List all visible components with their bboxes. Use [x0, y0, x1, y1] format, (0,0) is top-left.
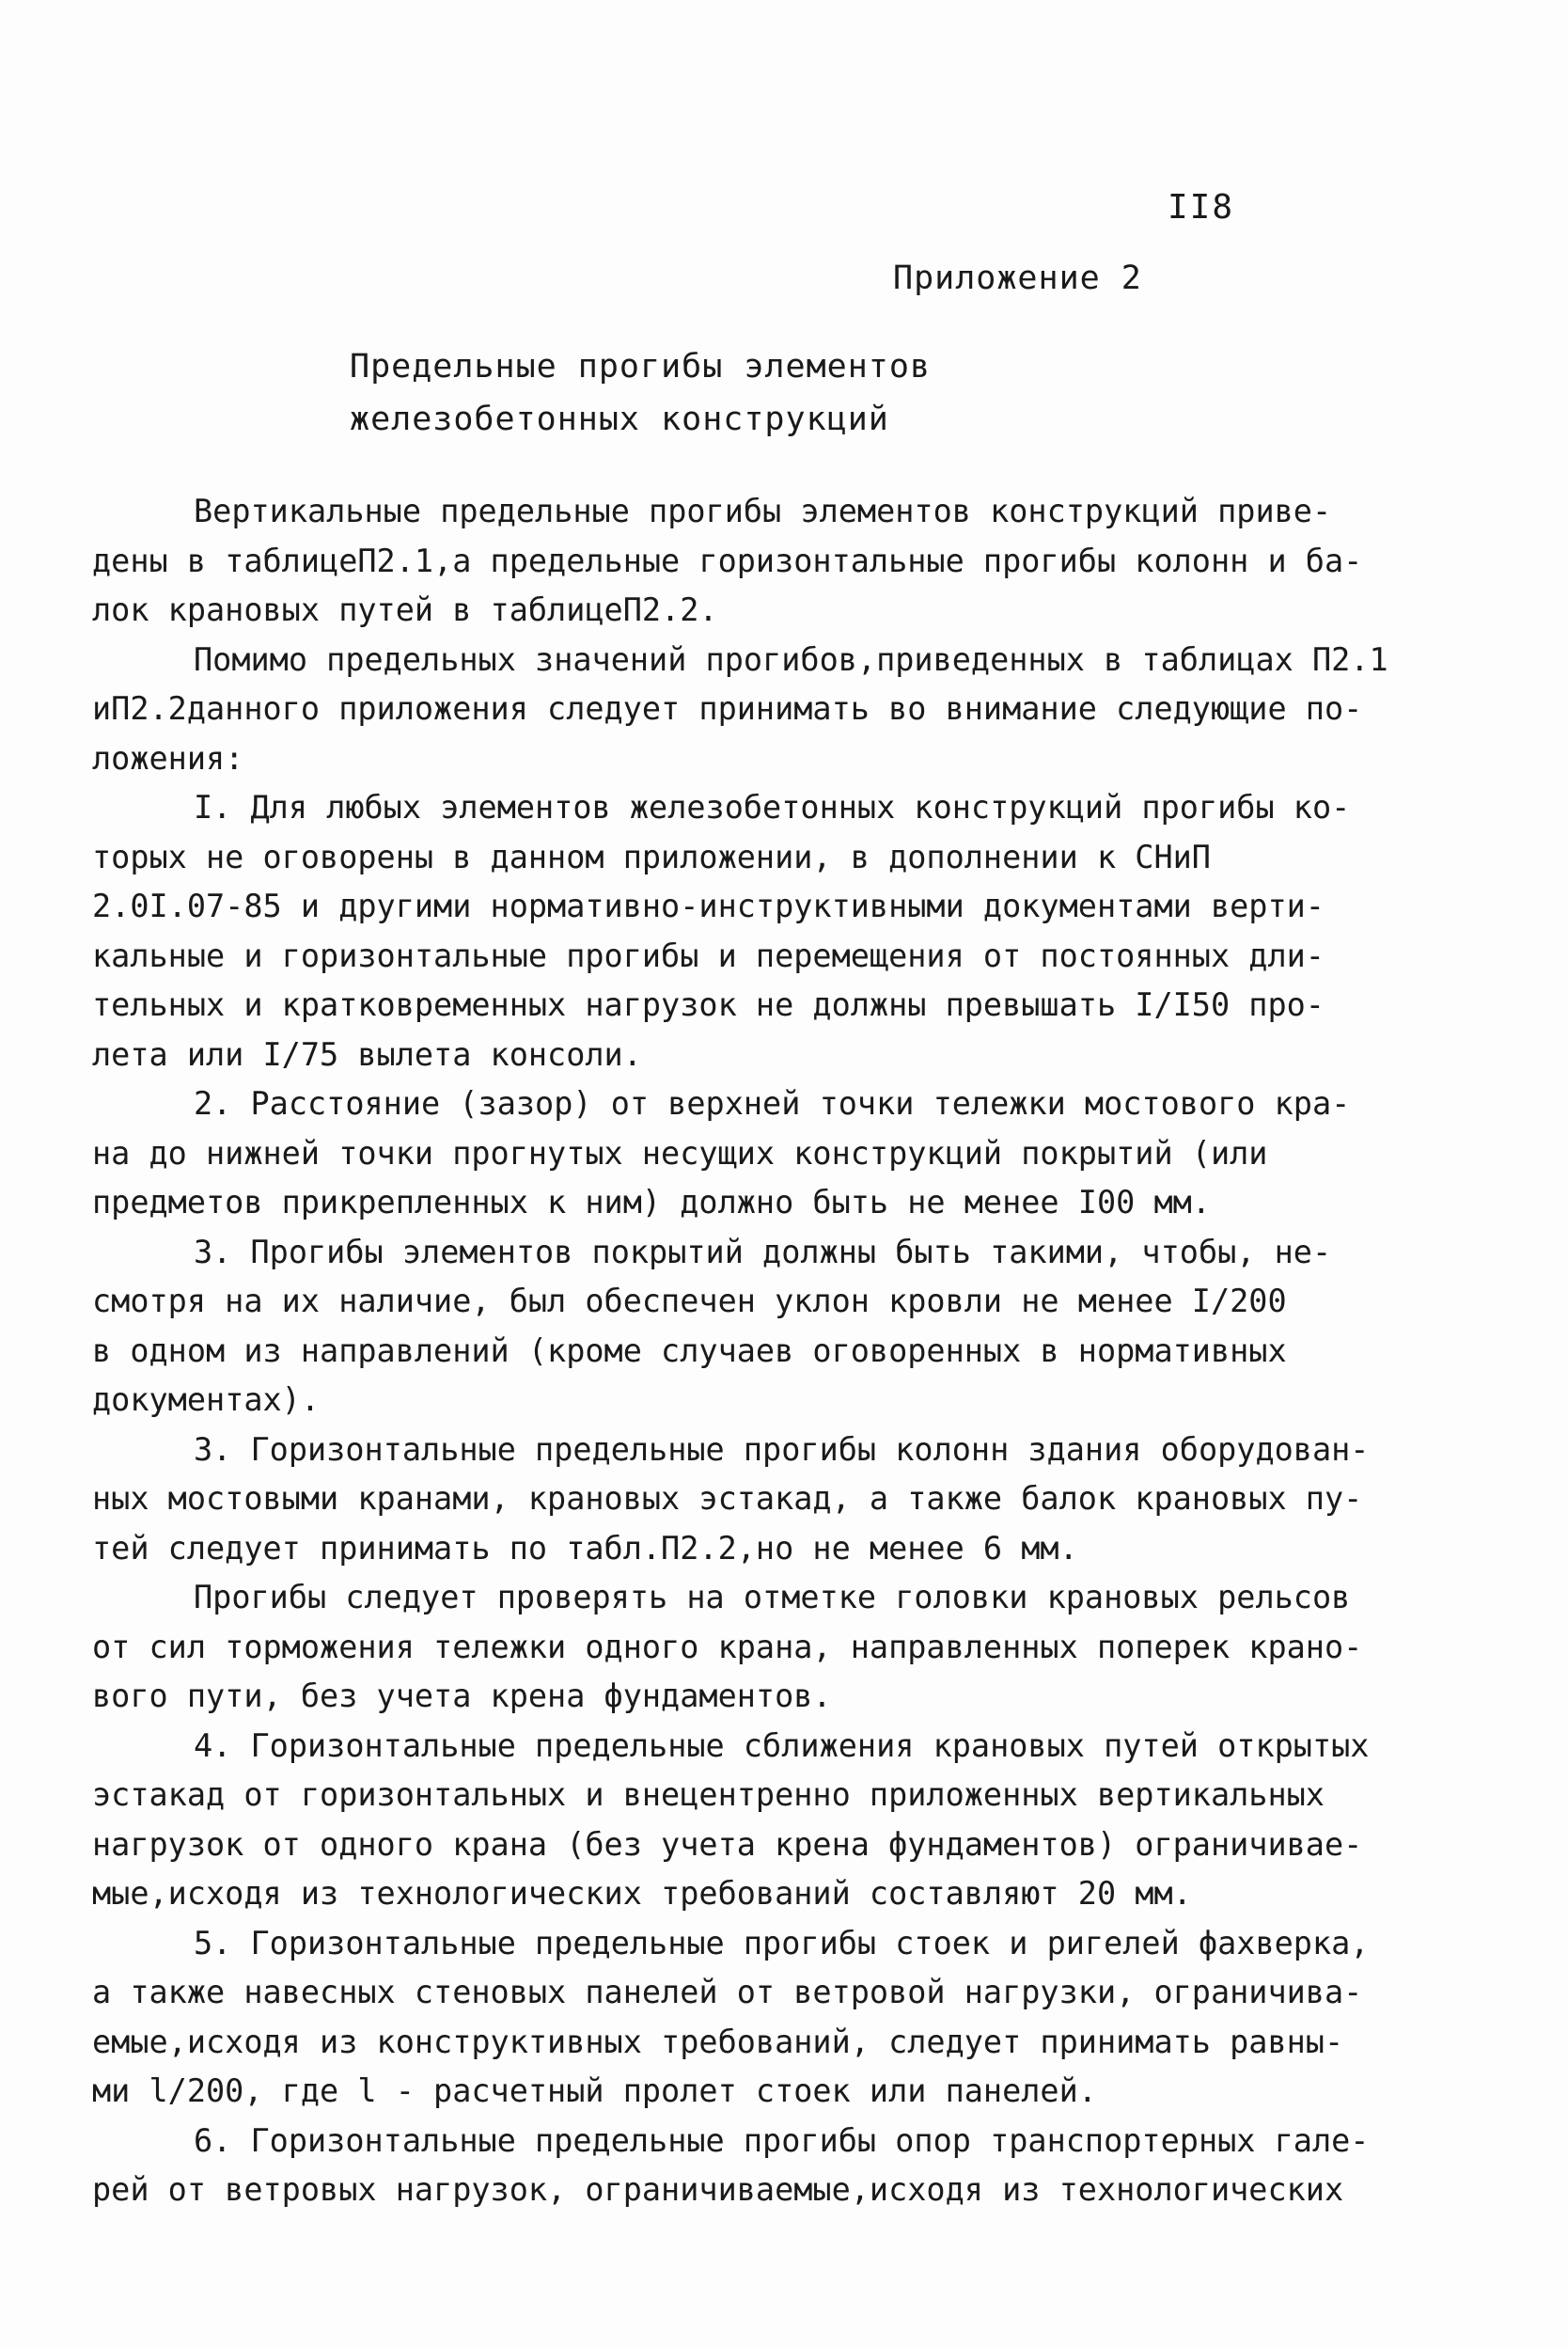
- body-line: [92, 1129, 1446, 1179]
- body-line-text: 3. Горизонтальные предельные прогибы колонн здания оборудован-: [194, 1430, 1370, 1468]
- body-line-text: в одном из направлений (кроме случаев оговоренных в нормативных: [92, 1331, 1287, 1369]
- body-line-text: иП2.2данного приложения следует принимать во внимание следующие по-: [92, 690, 1363, 727]
- body-line: [92, 1031, 1446, 1080]
- body-line: [92, 1228, 1446, 1278]
- body-line: [92, 932, 1446, 982]
- body-line: [92, 1524, 1446, 1574]
- body-line-text: дены в таблицеП2.1,а предельные горизонтальные прогибы колонн и ба-: [92, 542, 1363, 579]
- body-line-text: 3. Прогибы элементов покрытий должны быть такими, чтобы, не-: [194, 1233, 1332, 1270]
- body-line-text: кальные и горизонтальные прогибы и перемещения от постоянных дли-: [92, 937, 1325, 974]
- body-line: [92, 1820, 1446, 1870]
- body-line: [92, 2117, 1446, 2166]
- body-line-text: предметов прикрепленных к ним) должно быть не менее I00 мм.: [92, 1184, 1211, 1221]
- body-line-text: емые,исходя из конструктивных требований, следует принимать равны-: [92, 2023, 1344, 2060]
- body-line: [92, 1474, 1446, 1524]
- body-line: [92, 685, 1446, 734]
- body-line-text: Вертикальные предельные прогибы элементов конструкций приве-: [194, 493, 1332, 529]
- body-line: [92, 833, 1446, 883]
- body-line-text: лок крановых путей в таблицеП2.2.: [92, 591, 718, 628]
- body-line-text: Прогибы следует проверять на отметке головки крановых рельсов: [194, 1579, 1351, 1615]
- body-line: [92, 2166, 1446, 2215]
- body-line-text: 5. Горизонтальные предельные прогибы стоек и ригелей фахверка,: [194, 1924, 1370, 1961]
- body-line: [92, 1426, 1446, 1475]
- body-line: [92, 2018, 1446, 2068]
- body-line: [92, 882, 1446, 932]
- body-line: [92, 1327, 1446, 1377]
- body-line: [92, 2067, 1446, 2117]
- body-line-text: 4. Горизонтальные предельные сближения крановых путей открытых: [194, 1726, 1370, 1764]
- body-line: [92, 1722, 1446, 1772]
- body-line-text: ми l/200, где l - расчетный пролет стоек или панелей.: [92, 2072, 1097, 2109]
- body-line-text: на до нижней точки прогнутых несущих конструкций покрытий (или: [92, 1134, 1268, 1172]
- body-line: [92, 636, 1446, 685]
- body-line: [92, 1919, 1446, 1969]
- body-line: [92, 586, 1446, 636]
- body-line-text: I. Для любых элементов железобетонных конструкций прогибы ко-: [194, 789, 1351, 826]
- body-line-text: мые,исходя из технологических требований составляют 20 мм.: [92, 1875, 1192, 1912]
- body-line: [92, 734, 1446, 784]
- body-line: [92, 1277, 1446, 1327]
- body-line: [92, 783, 1446, 833]
- body-line: [92, 537, 1446, 587]
- body-line: [92, 1079, 1446, 1129]
- body-line: [92, 1178, 1446, 1228]
- title-line: железобетонных конструкций: [350, 401, 889, 438]
- body-line: [92, 1771, 1446, 1820]
- body-line-text: ложения:: [92, 739, 244, 777]
- body-line: [92, 1968, 1446, 2018]
- body-line-text: 2. Расстояние (зазор) от верхней точки тележки мостового кра-: [194, 1085, 1351, 1122]
- body-line-text: ных мостовыми кранами, крановых эстакад, а также балок крановых пу-: [92, 1480, 1363, 1517]
- body-line-text: 2.0I.07-85 и другими нормативно-инструктивными документами верти-: [92, 888, 1325, 924]
- body-line-text: вого пути, без учета крена фундаментов.: [92, 1678, 832, 1714]
- document-title: [350, 340, 931, 446]
- body-line-text: документах).: [92, 1381, 321, 1418]
- body-line-text: Помимо предельных значений прогибов,приведенных в таблицах П2.1: [194, 640, 1388, 678]
- page-number: II8: [1168, 188, 1235, 227]
- body-line: [92, 1573, 1446, 1623]
- body-line-text: смотря на их наличие, был обеспечен уклон кровли не менее I/200: [92, 1283, 1287, 1319]
- body-line: [92, 981, 1446, 1031]
- body-line: [92, 1623, 1446, 1673]
- body-line-text: лета или I/75 вылета консоли.: [92, 1035, 642, 1073]
- body-line-text: эстакад от горизонтальных и внецентренно приложенных вертикальных: [92, 1776, 1325, 1813]
- body-line-text: от сил торможения тележки одного крана, направленных поперек крано-: [92, 1628, 1363, 1665]
- body-line-text: торых не оговорены в данном приложении, в дополнении к СНиП: [92, 838, 1211, 875]
- appendix-label: Приложение 2: [893, 260, 1142, 297]
- body-line-text: 6. Горизонтальные предельные прогибы опор транспортерных гале-: [194, 2121, 1370, 2159]
- title-line: Предельные прогибы элементов: [350, 348, 932, 386]
- body-line-text: рей от ветровых нагрузок, ограничиваемые,исходя из технологических: [92, 2171, 1344, 2208]
- body-line: [92, 1869, 1446, 1919]
- body-line: [92, 1672, 1446, 1722]
- body-line-text: а также навесных стеновых панелей от ветровой нагрузки, ограничива-: [92, 1974, 1363, 2010]
- body-line: [92, 1376, 1446, 1426]
- body-line-text: нагрузок от одного крана (без учета крена фундаментов) ограничивае-: [92, 1825, 1363, 1863]
- body-text: [92, 487, 1446, 2215]
- body-line: [92, 487, 1446, 537]
- body-line-text: тельных и кратковременных нагрузок не должны превышать I/I50 про-: [92, 986, 1325, 1023]
- body-line-text: тей следует принимать по табл.П2.2,но не менее 6 мм.: [92, 1529, 1078, 1567]
